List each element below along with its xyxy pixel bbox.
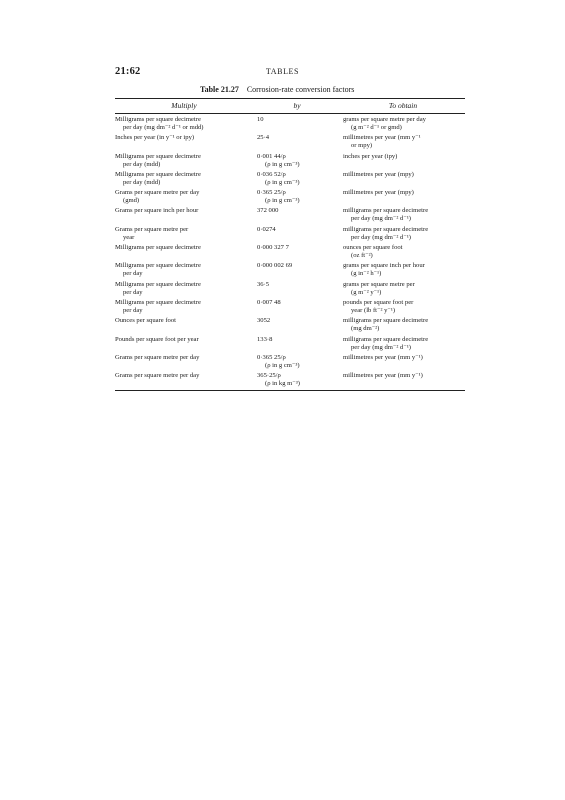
cell-obtain-line: grams per square inch per hour <box>343 262 425 270</box>
cell-obtain <box>341 299 465 315</box>
cell-obtain-line: (g m⁻² d⁻¹ or gmd) <box>351 124 402 131</box>
table-row <box>115 207 465 223</box>
cell-obtain <box>341 116 465 132</box>
cell-factor <box>253 116 341 132</box>
cell-factor-line: (ρ in g cm⁻³) <box>265 160 300 168</box>
cell-obtain-line: per day (mg dm⁻² d⁻¹) <box>351 215 411 223</box>
cell-multiply-line: (gmd) <box>123 197 140 205</box>
cell-factor <box>253 262 341 278</box>
table-label: Table 21.27 <box>200 85 239 94</box>
cell-factor-line: 25·4 <box>257 134 270 142</box>
cell-obtain-line: millimetres per year (mpy) <box>343 170 414 178</box>
cell-multiply <box>115 189 253 205</box>
cell-obtain <box>341 281 465 297</box>
table-body <box>115 114 465 388</box>
cell-multiply-line: Inches per year (in y⁻¹ or ipy) <box>115 134 195 142</box>
cell-obtain-line: (g in⁻² h⁻¹) <box>351 270 382 278</box>
cell-multiply <box>115 336 253 352</box>
cell-multiply <box>115 207 253 223</box>
table-row <box>115 299 465 315</box>
table-row <box>115 116 465 132</box>
cell-factor-line: (ρ in g cm⁻³) <box>265 197 300 205</box>
cell-factor-line: 36·5 <box>257 280 270 288</box>
cell-obtain <box>341 153 465 169</box>
cell-obtain <box>341 189 465 205</box>
running-head: TABLES <box>265 67 300 76</box>
cell-factor-line: 0·000 327 7 <box>257 244 289 252</box>
cell-multiply-line: per day <box>123 270 143 278</box>
cell-multiply <box>115 262 253 278</box>
cell-factor-line: 0·036 52/ρ <box>257 170 286 178</box>
cell-multiply-line: Milligrams per square decimetre <box>115 244 201 252</box>
table-row <box>115 171 465 187</box>
cell-multiply <box>115 281 253 297</box>
cell-multiply-line: Grams per square metre per day <box>115 189 200 197</box>
cell-multiply-line: Grams per square metre per day <box>115 353 200 361</box>
cell-obtain-line: grams per square metre per <box>343 280 415 288</box>
cell-multiply-line: per day (mdd) <box>123 178 161 186</box>
cell-multiply <box>115 226 253 242</box>
cell-factor <box>253 153 341 169</box>
table-row <box>115 281 465 297</box>
cell-multiply-line: Milligrams per square decimetre <box>115 280 201 288</box>
cell-obtain-line: grams per square metre per day <box>343 116 426 123</box>
cell-factor <box>253 299 341 315</box>
cell-obtain-line: millimetres per year (mm y⁻¹ <box>343 134 421 142</box>
cell-factor-line: 0·365 25/ρ <box>257 189 286 197</box>
cell-multiply <box>115 354 253 370</box>
cell-factor <box>253 226 341 242</box>
cell-factor-line: 10 <box>257 116 264 123</box>
cell-multiply <box>115 153 253 169</box>
cell-multiply <box>115 116 253 132</box>
cell-multiply-line: Grams per square inch per hour <box>115 207 199 215</box>
cell-multiply-line: per day (mdd) <box>123 160 161 168</box>
cell-multiply <box>115 372 253 388</box>
cell-multiply <box>115 134 253 150</box>
table-row <box>115 189 465 205</box>
cell-factor-line: 372 000 <box>257 207 279 215</box>
table-row <box>115 262 465 278</box>
cell-obtain-line: per day (mg dm⁻² d⁻¹) <box>351 343 411 351</box>
cell-factor <box>253 189 341 205</box>
column-header-by: by <box>293 101 301 110</box>
table-row <box>115 244 465 260</box>
cell-factor-line: (ρ in g cm⁻³) <box>265 361 300 369</box>
cell-obtain-line: millimetres per year (mpy) <box>343 189 414 197</box>
cell-multiply-line: Ounces per square foot <box>115 317 176 325</box>
cell-multiply-line: Milligrams per square decimetre <box>115 298 201 306</box>
cell-obtain <box>341 262 465 278</box>
cell-multiply-line: per day <box>123 288 143 296</box>
table-row <box>115 372 465 388</box>
cell-obtain-line: (oz ft⁻²) <box>351 252 373 260</box>
table-bottom-rule <box>115 390 465 391</box>
cell-multiply-line: Grams per square metre per <box>115 225 189 233</box>
table-row <box>115 226 465 242</box>
conversion-table <box>115 98 465 391</box>
cell-obtain <box>341 317 465 333</box>
page-number: 21:62 <box>115 66 141 77</box>
cell-factor-line: 0·365 25/ρ <box>257 353 286 361</box>
cell-factor <box>253 244 341 260</box>
cell-multiply-line: year <box>123 233 135 241</box>
cell-obtain-line: millimetres per year (mm y⁻¹) <box>343 353 423 361</box>
cell-multiply-line: Milligrams per square decimetre <box>115 116 201 123</box>
cell-obtain-line: (mg dm⁻²) <box>351 325 380 333</box>
cell-factor-line: (ρ in g cm⁻³) <box>265 178 300 186</box>
cell-obtain-line: milligrams per square decimetre <box>343 317 429 325</box>
cell-multiply-line: Grams per square metre per day <box>115 372 200 380</box>
cell-factor <box>253 171 341 187</box>
cell-multiply-line: Milligrams per square decimetre <box>115 152 201 160</box>
cell-obtain <box>341 336 465 352</box>
column-header-obtain: To obtain <box>388 101 418 110</box>
cell-obtain-line: milligrams per square decimetre <box>343 207 429 215</box>
table-row <box>115 317 465 333</box>
cell-multiply-line: Milligrams per square decimetre <box>115 170 201 178</box>
cell-multiply-line: per day <box>123 306 143 314</box>
cell-obtain <box>341 244 465 260</box>
cell-factor-line: 0·000 002 69 <box>257 262 293 270</box>
table-row <box>115 336 465 352</box>
cell-obtain-line: (g m⁻² y⁻¹) <box>351 288 382 296</box>
cell-factor-line: 133·8 <box>257 335 273 343</box>
cell-factor-line: 3052 <box>257 317 271 325</box>
cell-multiply <box>115 317 253 333</box>
cell-factor <box>253 207 341 223</box>
cell-factor-line: 0·007 48 <box>257 298 281 306</box>
cell-multiply-line: per day (mg dm⁻² d⁻¹ or mdd) <box>123 124 204 131</box>
cell-factor-line: 0·0274 <box>257 225 276 233</box>
cell-obtain-line: milligrams per square decimetre <box>343 335 429 343</box>
cell-obtain <box>341 134 465 150</box>
cell-multiply-line: Pounds per square foot per year <box>115 335 199 343</box>
cell-factor <box>253 134 341 150</box>
cell-factor-line: 0·001 44/ρ <box>257 152 286 160</box>
cell-factor <box>253 317 341 333</box>
cell-factor-line: 365·25/ρ <box>257 372 281 380</box>
cell-obtain-line: ounces per square foot <box>343 244 403 252</box>
cell-obtain-line: milligrams per square decimetre <box>343 225 429 233</box>
cell-obtain-line: per day (mg dm⁻² d⁻¹) <box>351 233 411 241</box>
table-caption <box>200 85 354 94</box>
table-row <box>115 134 465 150</box>
cell-factor <box>253 354 341 370</box>
cell-multiply <box>115 299 253 315</box>
cell-factor <box>253 281 341 297</box>
table-header-row <box>115 99 465 113</box>
table-row <box>115 354 465 370</box>
cell-obtain <box>341 226 465 242</box>
cell-obtain-line: year (lb ft⁻² y⁻¹) <box>351 306 396 314</box>
cell-multiply <box>115 244 253 260</box>
cell-obtain-line: pounds per square foot per <box>343 298 414 306</box>
cell-obtain <box>341 207 465 223</box>
cell-factor <box>253 372 341 388</box>
cell-obtain <box>341 372 465 388</box>
cell-obtain-line: or mpy) <box>351 142 373 150</box>
cell-multiply <box>115 171 253 187</box>
cell-obtain-line: millimetres per year (mm y⁻¹) <box>343 372 423 380</box>
cell-obtain <box>341 171 465 187</box>
cell-factor-line: (ρ in kg m⁻³) <box>265 380 300 388</box>
cell-obtain <box>341 354 465 370</box>
column-header-multiply: Multiply <box>171 101 197 110</box>
table-row <box>115 153 465 169</box>
cell-factor <box>253 336 341 352</box>
cell-obtain-line: inches per year (ipy) <box>343 152 398 160</box>
cell-multiply-line: Milligrams per square decimetre <box>115 262 201 270</box>
table-title: Corrosion-rate conversion factors <box>246 85 355 94</box>
